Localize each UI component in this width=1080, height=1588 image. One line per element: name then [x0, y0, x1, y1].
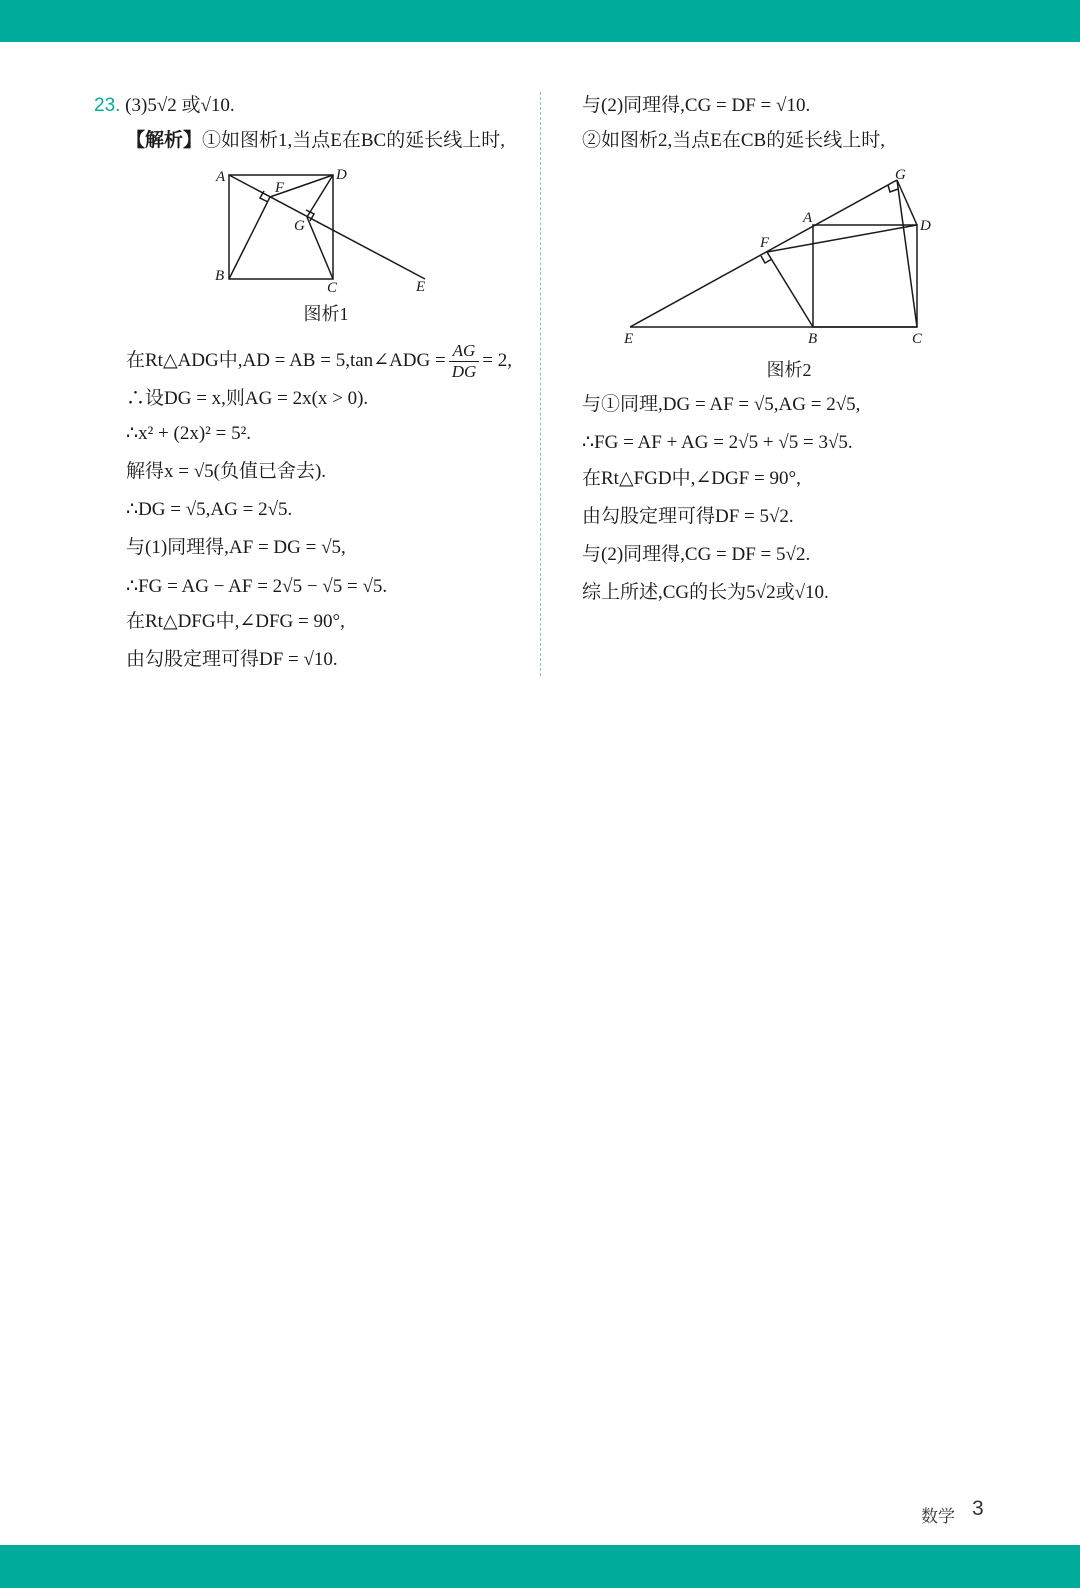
page-number: 3 — [972, 1497, 984, 1520]
figure-2-caption: 图析2 — [766, 360, 812, 380]
analysis-intro — [126, 128, 505, 154]
fraction-denominator: DG — [451, 362, 477, 381]
left-line-6: 与(1)同理得,AF = DG = √5, — [126, 537, 346, 558]
right-line-6: 由勾股定理可得DF = 5√2. — [582, 506, 794, 527]
question-number: 23. — [94, 95, 121, 116]
fig1-label-F: F — [275, 180, 285, 196]
left-line-5: ∴DG = √5,AG = 2√5. — [126, 499, 293, 520]
fig2-label-B: B — [808, 331, 818, 347]
left-line-1-pre: 在Rt△ADG中,AD = AB = 5,tan∠ADG = — [126, 349, 446, 371]
fraction-ag-dg — [449, 341, 480, 382]
footer-subject: 数学 — [921, 1507, 955, 1527]
fig2-label-D: D — [920, 218, 931, 234]
fig2-label-C: C — [912, 331, 923, 347]
fraction-numerator: AG — [449, 341, 480, 362]
right-line-4: ∴FG = AF + AG = 2√5 + √5 = 3√5. — [582, 432, 853, 453]
right-line-3: 与①同理,DG = AF = √5,AG = 2√5, — [582, 394, 861, 415]
column-divider — [540, 92, 541, 676]
figure-1-caption: 图析1 — [303, 304, 349, 324]
left-line-1-post: = 2, — [482, 349, 512, 371]
fig2-label-F: F — [760, 235, 770, 251]
left-line-4: 解得x = √5(负值已舍去). — [126, 461, 327, 482]
fig1-line-CG — [307, 217, 333, 279]
left-line-1 — [126, 341, 512, 382]
fig1-line-BF — [229, 197, 270, 279]
fig1-line-DG — [307, 175, 333, 217]
fig2-label-A: A — [803, 210, 813, 226]
right-line-1: 与(2)同理得,CG = DF = √10. — [582, 95, 811, 116]
left-line-3: ∴x² + (2x)² = 5². — [126, 423, 252, 444]
left-line-7: ∴FG = AG − AF = 2√5 − √5 = √5. — [126, 576, 388, 597]
right-line-2: ②如图析2,当点E在CB的延长线上时, — [582, 130, 885, 151]
figure-2 — [615, 160, 945, 350]
left-line-2: ∴设DG = x,则AG = 2x(x > 0). — [126, 388, 369, 409]
answer-line — [94, 93, 235, 119]
right-line-7: 与(2)同理得,CG = DF = 5√2. — [582, 544, 811, 565]
left-line-8: 在Rt△DFG中,∠DFG = 90°, — [126, 611, 345, 632]
fig1-label-D: D — [336, 167, 347, 183]
right-line-8: 综上所述,CG的长为5√2或√10. — [582, 582, 829, 603]
fig1-label-A: A — [216, 169, 226, 185]
fig1-label-E: E — [416, 279, 426, 295]
bottom-band — [0, 1545, 1080, 1588]
fig2-label-G: G — [895, 167, 906, 183]
top-band — [0, 0, 1080, 42]
fig2-line-FB — [767, 252, 813, 327]
fig2-label-E: E — [624, 331, 634, 347]
fig2-right-angle-G — [888, 185, 898, 192]
figure-1 — [210, 160, 440, 300]
fig1-label-G: G — [294, 218, 305, 234]
fig1-label-B: B — [215, 268, 225, 284]
fig2-line-EG — [630, 180, 897, 327]
left-line-9: 由勾股定理可得DF = √10. — [126, 649, 338, 670]
analysis-tag: 【解析】 — [126, 130, 203, 151]
fig1-label-C: C — [327, 280, 338, 296]
right-line-5: 在Rt△FGD中,∠DGF = 90°, — [582, 468, 801, 489]
analysis-text: ①如图析1,当点E在BC的延长线上时, — [202, 130, 505, 151]
answer-text: (3)5√2 或√10. — [125, 95, 235, 116]
